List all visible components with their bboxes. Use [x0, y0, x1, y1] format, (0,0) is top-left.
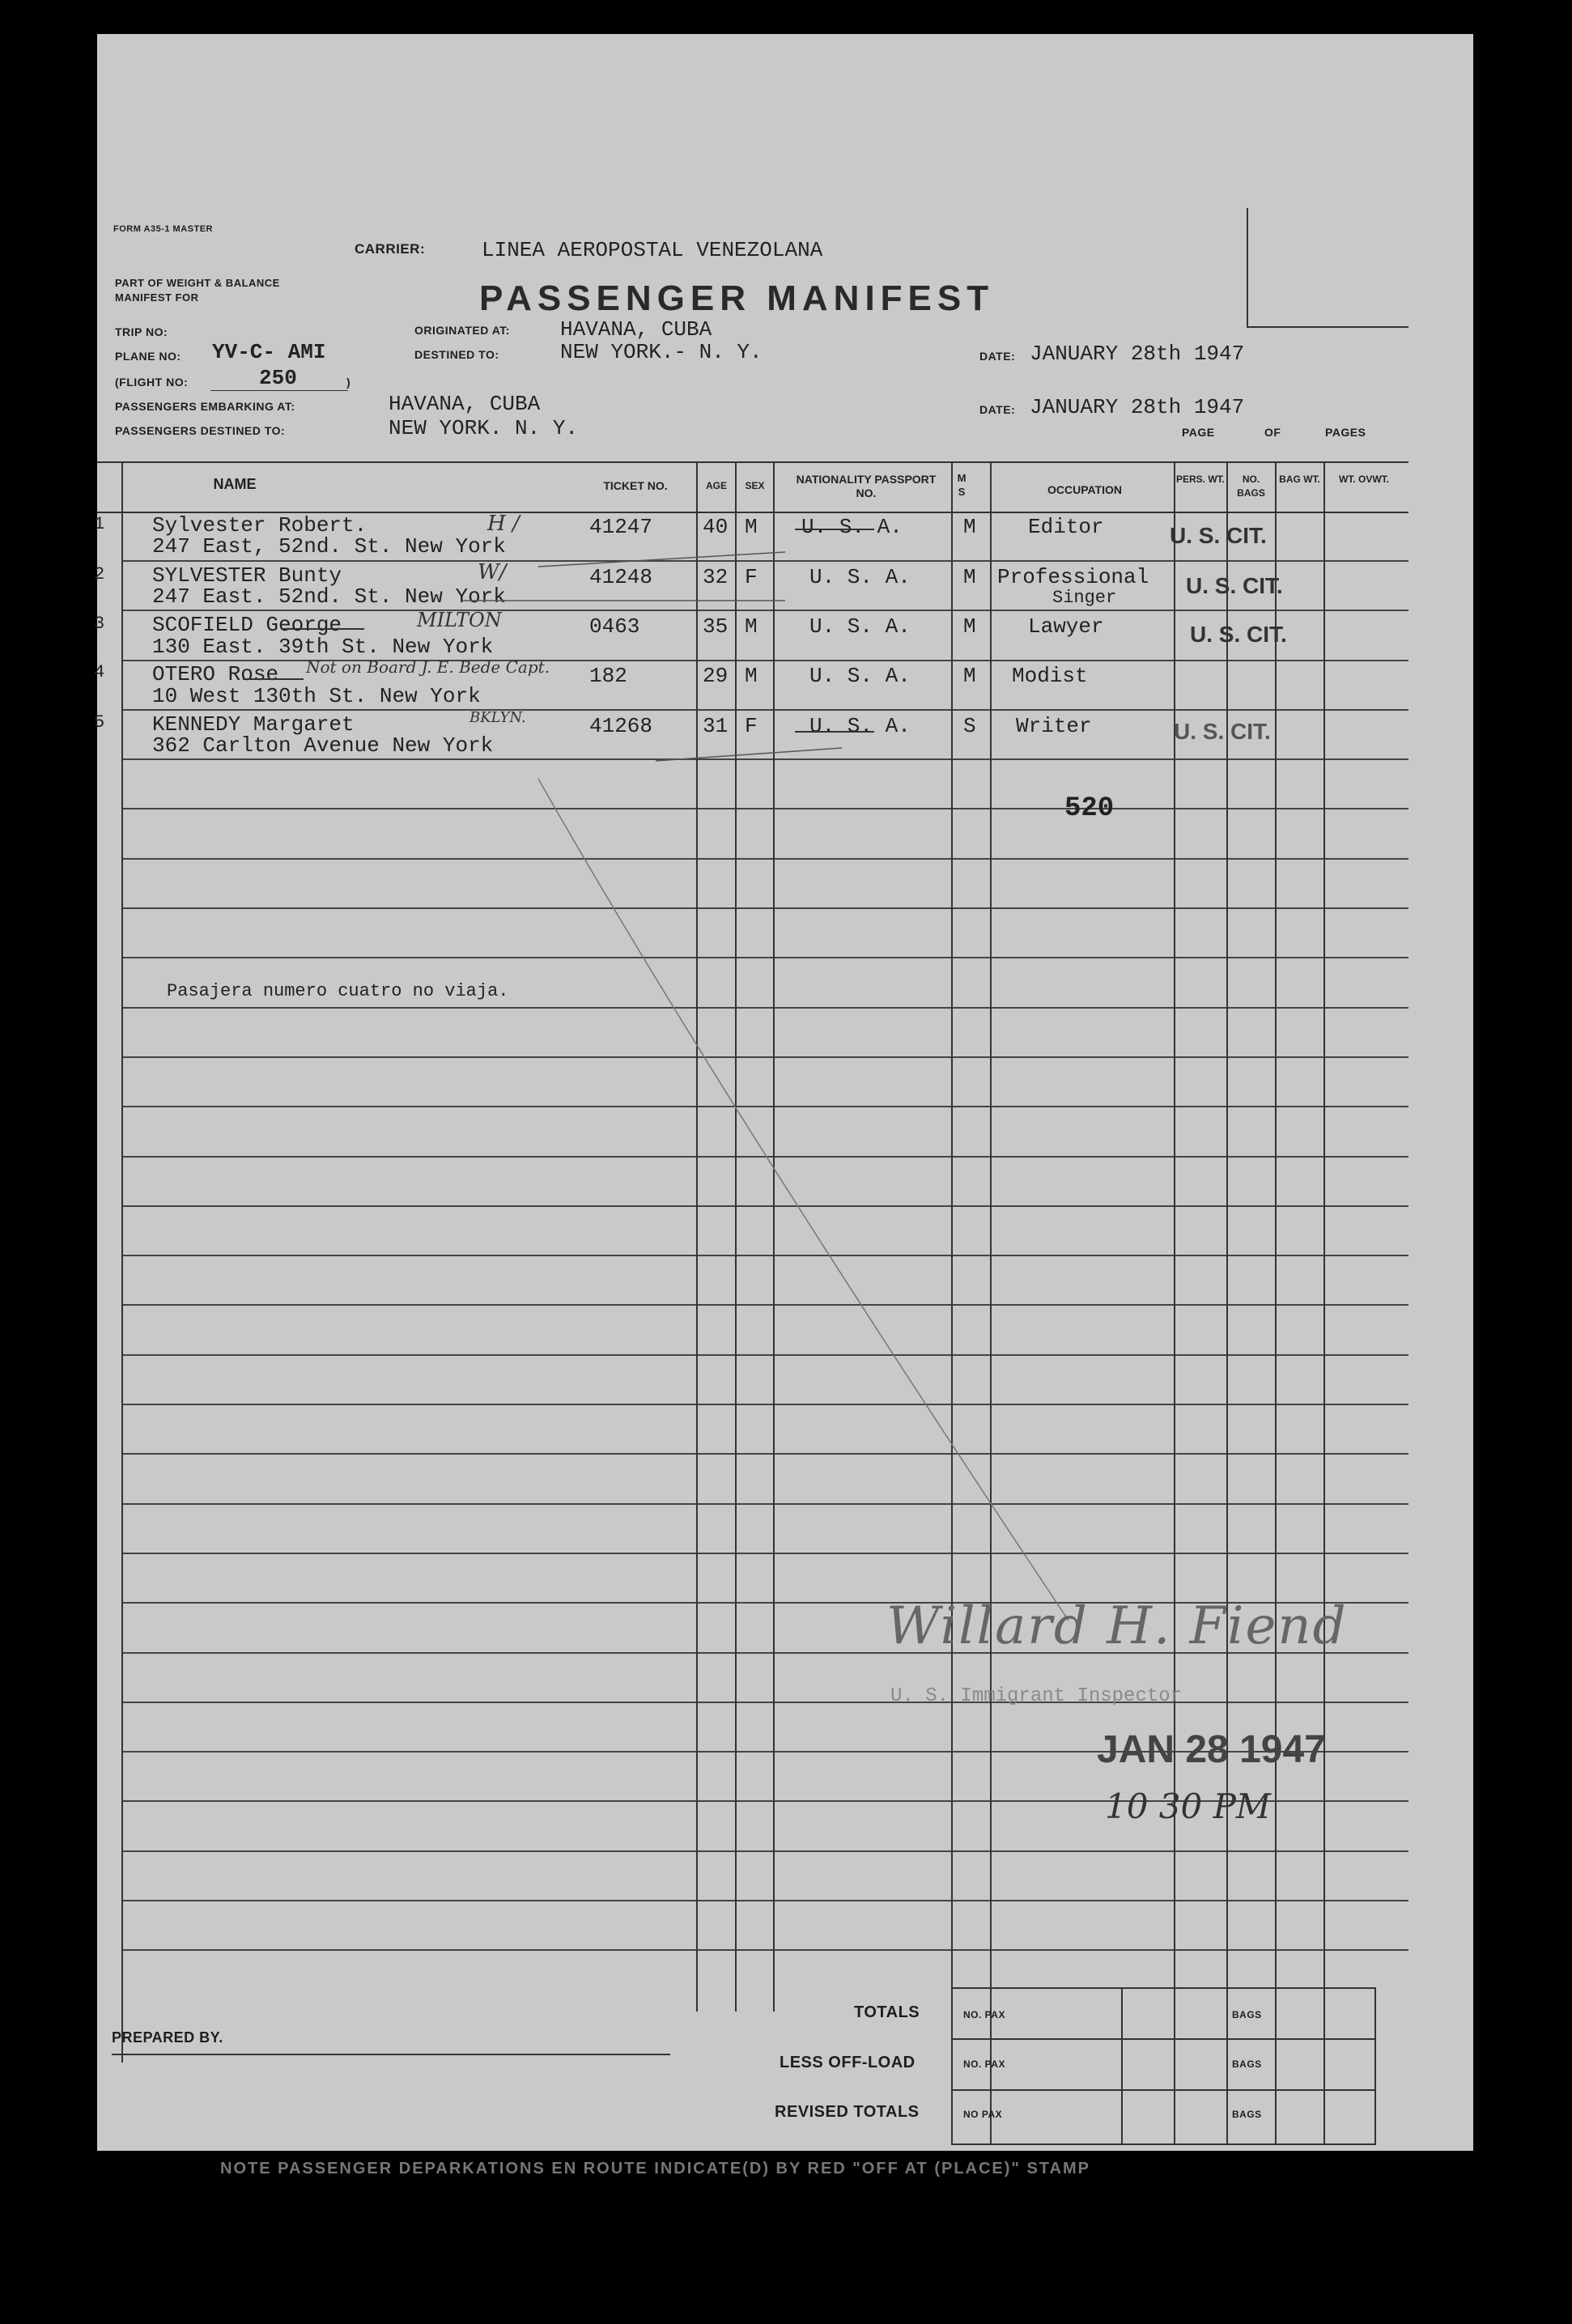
pencil-mark: [656, 748, 842, 761]
sex-value: M: [745, 614, 758, 639]
form-number: FORM A35-1 MASTER: [113, 224, 213, 234]
header-ticket: TICKET NO.: [603, 479, 668, 492]
age-value: 40: [703, 515, 729, 539]
marital-status: M: [963, 664, 976, 688]
row-number: 1: [94, 514, 105, 534]
nationality-value: U. S. A.: [809, 664, 911, 688]
passenger-name: OTERO Rose: [152, 662, 279, 686]
header-sex: SEX: [745, 480, 765, 491]
nationality-value: U. S. A.: [801, 515, 903, 539]
destined-label: DESTINED TO:: [414, 348, 499, 361]
sex-value: F: [745, 565, 758, 589]
plane-value: YV-C- AMI: [212, 340, 326, 364]
header-occupation: OCCUPATION: [1047, 483, 1123, 496]
passenger-address: 247 East. 52nd. St. New York: [152, 584, 506, 609]
date-value-2: JANUARY 28th 1947: [1030, 395, 1245, 419]
marital-status: M: [963, 614, 976, 639]
ticket-number: 0463: [589, 614, 640, 639]
ticket-number: 41268: [589, 714, 653, 738]
no-pax-2: NO. PAX: [963, 2058, 1005, 2070]
ticket-number: 182: [589, 664, 627, 688]
header-bag-wt: BAG WT.: [1279, 474, 1320, 485]
sex-value: M: [745, 515, 758, 539]
remark: Pasajera numero cuatro no viaja.: [167, 981, 509, 1001]
occupation-value: Modist: [1012, 664, 1088, 688]
age-value: 31: [703, 714, 729, 738]
pencil-diagonal: [538, 779, 1069, 1621]
total-note: 520: [1064, 793, 1115, 824]
flight-value: 250: [259, 366, 297, 390]
less-offload-label: LESS OFF-LOAD: [780, 2054, 916, 2071]
time-note: 10 30 PM: [1105, 1787, 1271, 1826]
revised-totals-label: REVISED TOTALS: [775, 2103, 920, 2121]
pages-label: PAGES: [1325, 426, 1366, 439]
manifest-for-label: MANIFEST FOR: [115, 291, 199, 304]
marital-status: M: [963, 515, 976, 539]
nationality-value: U. S. A.: [809, 565, 911, 589]
header-no-bags: NO. BAGS: [1237, 474, 1265, 499]
citizen-stamp: U. S. CIT.: [1186, 573, 1283, 598]
passenger-address: 10 West 130th St. New York: [152, 684, 481, 708]
occupation-continued: Singer: [1052, 588, 1117, 608]
totals-row-line: [951, 2038, 1376, 2040]
flight-close: ): [346, 376, 351, 389]
date-value-1: JANUARY 28th 1947: [1030, 342, 1245, 366]
handwritten-note: W/: [478, 560, 507, 584]
totals-label: TOTALS: [854, 2003, 920, 2021]
originated-value: HAVANA, CUBA: [560, 317, 712, 342]
totals-row-line: [951, 2089, 1376, 2091]
prepared-by: PREPARED BY.: [112, 2029, 223, 2046]
manifest-page: [94, 34, 1473, 2151]
sex-value: M: [745, 664, 758, 688]
occupation-value: Lawyer: [1028, 614, 1104, 639]
date-label-1: DATE:: [979, 350, 1016, 363]
handwritten-note: MILTON: [417, 609, 502, 631]
passenger-name: SYLVESTER Bunty: [152, 563, 342, 588]
ticket-number: 41247: [589, 515, 653, 539]
occupation-value: Editor: [1028, 515, 1104, 539]
age-value: 29: [703, 664, 729, 688]
passenger-name: Sylvester Robert.: [152, 513, 368, 537]
originated-label: ORIGINATED AT:: [414, 324, 510, 337]
marital-status: S: [963, 714, 976, 738]
citizen-stamp: U. S. CIT.: [1174, 719, 1271, 744]
header-wt-ovwt: WT. OVWT.: [1339, 474, 1389, 485]
ticket-number: 41248: [589, 565, 653, 589]
passenger-name: KENNEDY Margaret: [152, 712, 355, 737]
passenger-address: 247 East, 52nd. St. New York: [152, 534, 506, 559]
passenger-address: 130 East. 39th St. New York: [152, 635, 494, 659]
date-stamp: JAN 28 1947: [1097, 1728, 1326, 1771]
row-number: 2: [94, 564, 105, 584]
bags-3: BAGS: [1232, 2109, 1262, 2120]
pax-destined-label: PASSENGERS DESTINED TO:: [115, 424, 286, 437]
bags-2: BAGS: [1232, 2058, 1262, 2070]
pencil-mark: [538, 552, 785, 567]
totals-col-line: [1121, 1987, 1123, 2145]
trip-label: TRIP NO:: [115, 325, 168, 338]
age-value: 35: [703, 614, 729, 639]
totals-box: [951, 1987, 1376, 2145]
header-pers-wt: PERS. WT.: [1175, 474, 1225, 485]
handwritten-note: Not on Board J. E. Bede Capt.: [306, 657, 550, 677]
occupation-value: Writer: [1016, 714, 1092, 738]
plane-label: PLANE NO:: [115, 350, 181, 363]
document-title: PASSENGER MANIFEST: [479, 278, 995, 318]
nationality-value: U. S. A.: [809, 714, 911, 738]
carrier-label: CARRIER:: [355, 241, 426, 257]
age-value: 32: [703, 565, 729, 589]
part-of-label: PART OF WEIGHT & BALANCE: [115, 277, 280, 289]
bags-1: BAGS: [1232, 2009, 1262, 2020]
sex-value: F: [745, 714, 758, 738]
row-number: 3: [94, 614, 105, 634]
embarking-label: PASSENGERS EMBARKING AT:: [115, 400, 295, 413]
page-label: PAGE: [1182, 426, 1215, 439]
destined-value: NEW YORK.- N. Y.: [560, 340, 763, 364]
no-pax-1: NO. PAX: [963, 2009, 1005, 2020]
handwritten-note: H /: [487, 512, 520, 536]
flight-label: (FLIGHT NO:: [115, 376, 189, 389]
row-number: 4: [94, 662, 105, 682]
passenger-name: SCOFIELD George: [152, 613, 342, 637]
prepared-by-line: [112, 2054, 670, 2055]
passenger-address: 362 Carlton Avenue New York: [152, 733, 494, 758]
no-pax-3: NO PAX: [963, 2109, 1003, 2120]
inspector-signature: Willard H. Fiend: [886, 1596, 1348, 1656]
inspector-title: U. S. Immigrant Inspector: [890, 1685, 1183, 1707]
citizen-stamp: U. S. CIT.: [1170, 523, 1267, 548]
handwritten-note: BKLYN.: [469, 709, 526, 726]
header-name: NAME: [213, 476, 257, 492]
header-nationality: NATIONALITY PASSPORT NO.: [796, 473, 937, 499]
citizen-stamp: U. S. CIT.: [1190, 622, 1287, 647]
row-number: 5: [94, 712, 105, 733]
embarking-value: HAVANA, CUBA: [389, 392, 541, 416]
header-age: AGE: [705, 480, 727, 491]
occupation-value: Professional: [997, 565, 1149, 589]
pencil-marks: [97, 34, 1473, 2151]
pax-destined-value: NEW YORK. N. Y.: [389, 416, 579, 440]
date-label-2: DATE:: [979, 403, 1016, 416]
header-ms: M S: [957, 472, 967, 498]
of-label: OF: [1264, 426, 1281, 439]
footer-note: NOTE PASSENGER DEPARKATIONS EN ROUTE INDICATE(D) BY RED "OFF AT (PLACE)" STAMP: [220, 2160, 1090, 2177]
carrier-value: LINEA AEROPOSTAL VENEZOLANA: [482, 238, 823, 262]
marital-status: M: [963, 565, 976, 589]
nationality-value: U. S. A.: [809, 614, 911, 639]
